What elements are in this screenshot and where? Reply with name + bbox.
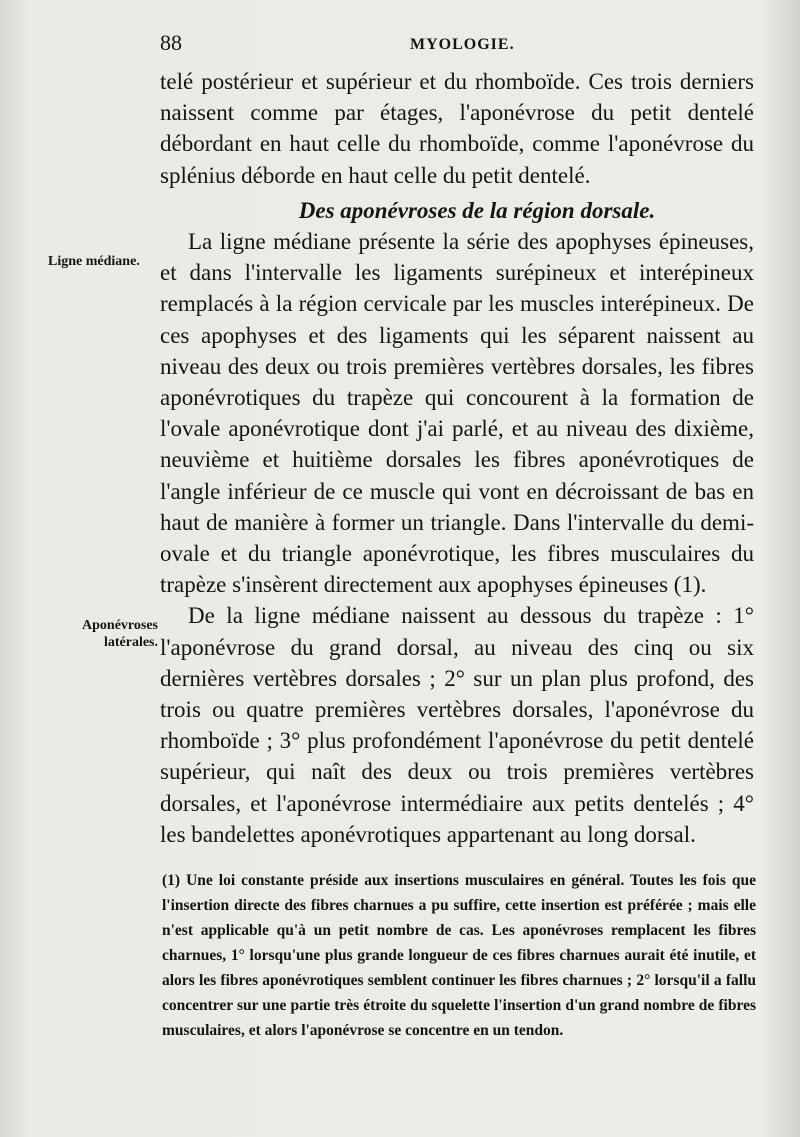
- footnote-mark: (1): [162, 872, 181, 889]
- margin-note-aponevroses-laterales: Aponévroses latérales.: [82, 618, 158, 650]
- paragraph-2: La ligne médiane présente la série des apophyses épineuses, et dans l'intervalle les ligaments surépineux et interépineux remplacés à la région cervicale par les muscles interépineux. De ces apophyses et des ligaments qui les séparent naissent au niveau des deux ou trois premières vertèbres dorsales, les fibres aponévrotiques du trapèze qui concourent à la formation de l'ovale aponévrotique dont j'ai parlé, et au niveau des dixième, neuvième et huitième dorsales les fibres aponévrotiques de l'angle inférieur de ce muscle qui vont en décroissant de bas en haut de manière à former un triangle. Dans l'intervalle du demi-ovale et du triangle aponévrotique, les fibres musculaires du trapèze s'insèrent directement aux apophyses épineuses (1).: [160, 229, 754, 598]
- running-head: MYOLOGIE.: [410, 36, 515, 53]
- footnote: [162, 868, 756, 1043]
- paragraph-3: De la ligne médiane naissent au dessous du trapèze : 1° l'aponévrose du grand dorsal, au niveau des cinq ou six dernières vertèbres dorsales ; 2° sur un plan plus profond, des trois ou quatre premières vertèbres dorsales, l'aponévrose du rhomboïde ; 3° plus profondément l'aponévrose du petit dentelé supérieur, qui naît des deux ou trois premières vertèbres dorsales, et l'aponévrose intermédiaire aux petits dentelés ; 4° les bandelettes aponévrotiques appartenant au long dorsal.: [160, 603, 754, 847]
- bleed-through-left: [8, 60, 148, 1060]
- paragraph-1: telé postérieur et supérieur et du rhomboïde. Ces trois derniers naissent comme par étages, l'aponévrose du petit dentelé débordant en haut celle du rhomboïde, comme l'aponévrose du splénius déborde en haut celle du petit dentelé.: [160, 69, 754, 188]
- main-text: [160, 66, 754, 850]
- footnote-text: Une loi constante préside aux insertions musculaires en général. Toutes les fois que l'insertion directe des fibres charnues a pu suffire, cette insertion est préférée ; mais elle n'est applicable qu'à un petit nombre de cas. Les aponévroses remplacent les fibres charnues, 1° lorsqu'une plus grande longueur de ces fibres charnues aurait été inutile, et alors les fibres aponévrotiques semblent continuer les fibres charnues ; 2° lorsqu'il a fallu concentrer sur une partie très étroite du squelette l'insertion d'un grand nombre de fibres musculaires, et alors l'aponévrose se concentre en un tendon.: [162, 872, 756, 1039]
- page-number: 88: [160, 30, 182, 55]
- section-title: Des aponévroses de la région dorsale.: [298, 197, 656, 223]
- page-header: [160, 28, 750, 58]
- margin-note-ligne-mediane: Ligne médiane.: [48, 254, 140, 269]
